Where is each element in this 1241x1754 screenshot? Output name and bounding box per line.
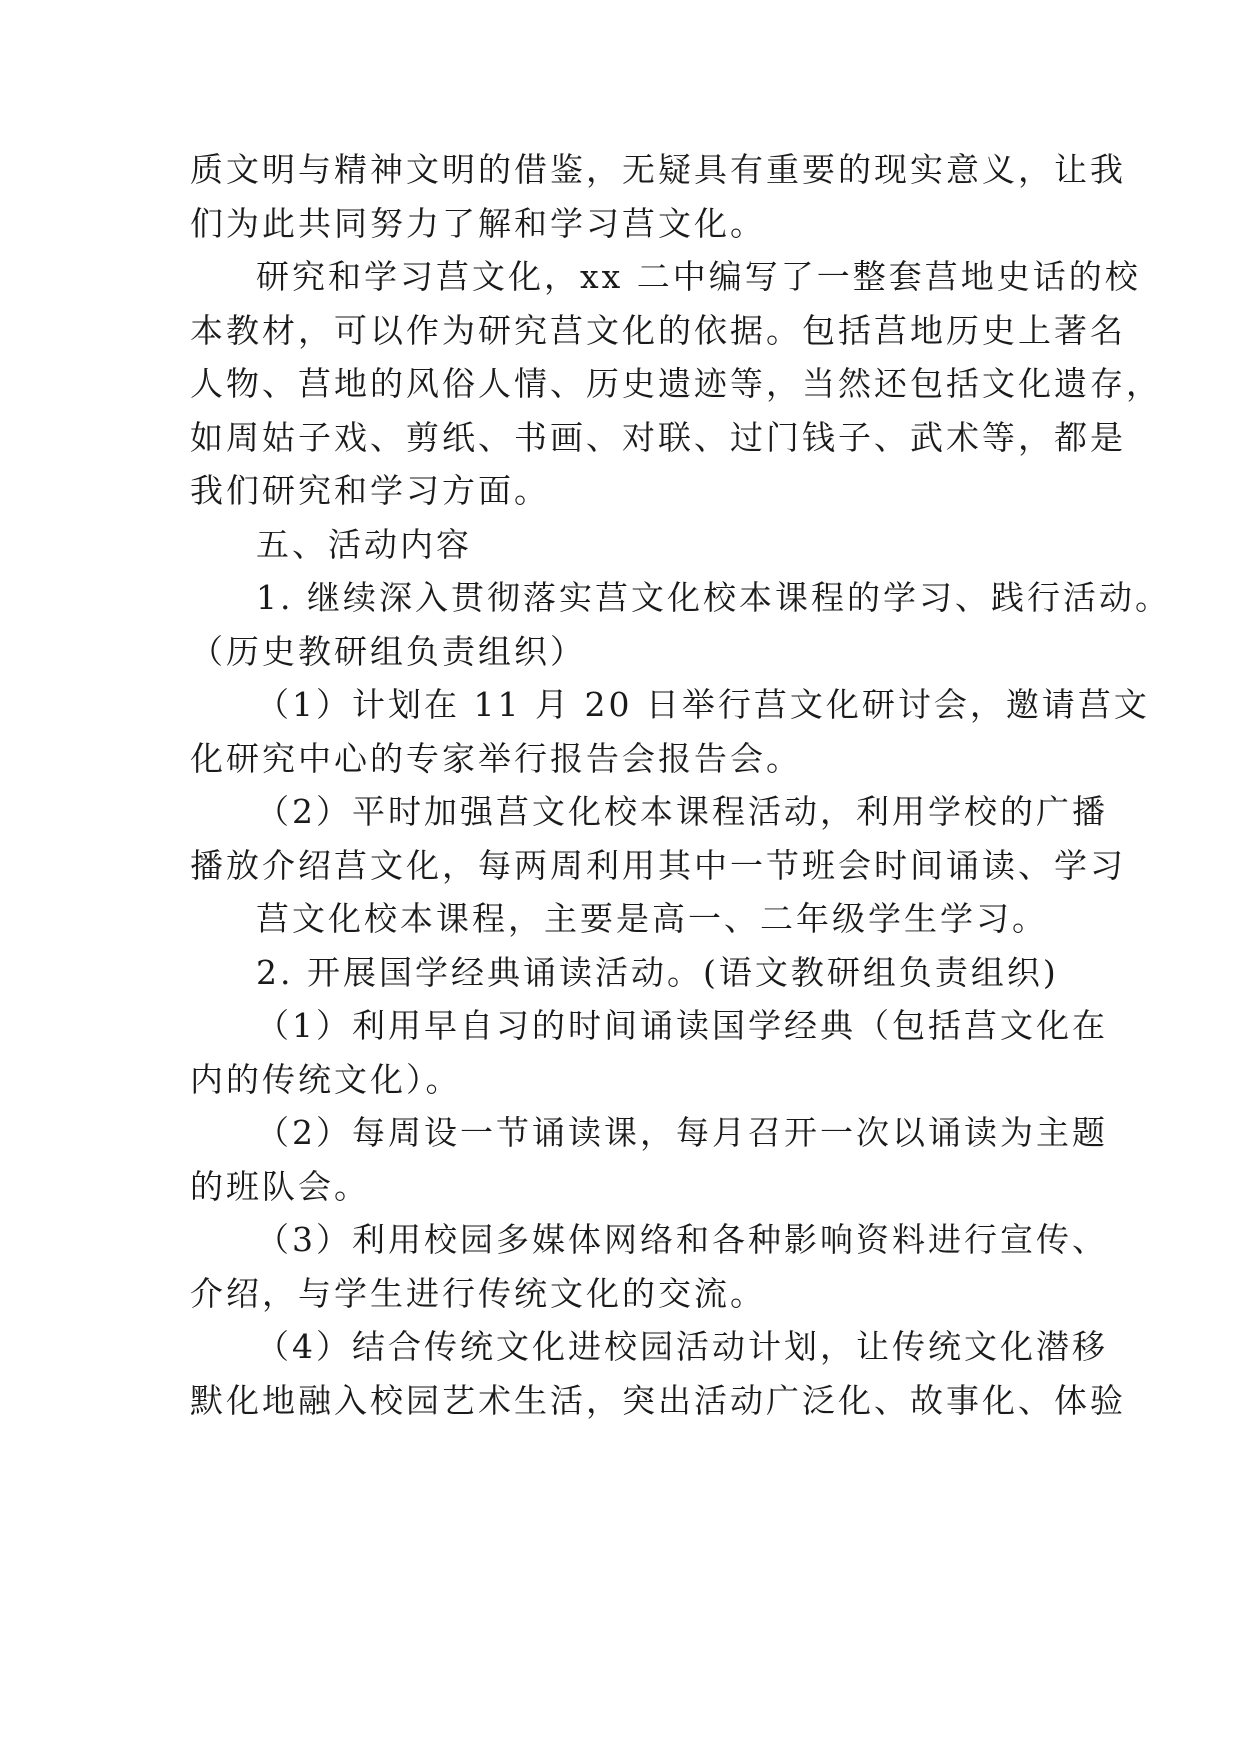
text-line: 我们研究和学习方面。 bbox=[190, 471, 550, 510]
text-line: 人物、莒地的风俗人情、历史遗迹等，当然还包括文化遗存， bbox=[190, 364, 1162, 403]
text-line: 播放介绍莒文化，每两周利用其中一节班会时间诵读、学习 bbox=[190, 846, 1126, 885]
text-line: 的班队会。 bbox=[190, 1167, 370, 1206]
text-line: 介绍，与学生进行传统文化的交流。 bbox=[190, 1274, 766, 1313]
text-line: （历史教研组负责组织） bbox=[190, 632, 586, 671]
text-line: 莒文化校本课程，主要是高一、二年级学生学习。 bbox=[256, 899, 1048, 938]
text-line: 化研究中心的专家举行报告会报告会。 bbox=[190, 739, 802, 778]
section-heading: 五、活动内容 bbox=[256, 525, 472, 564]
text-line: 2. 开展国学经典诵读活动。(语文教研组负责组织) bbox=[256, 953, 1059, 992]
text-line: 如周姑子戏、剪纸、书画、对联、过门钱子、武术等，都是 bbox=[190, 418, 1126, 457]
text-line: 们为此共同努力了解和学习莒文化。 bbox=[190, 204, 766, 243]
text-line: 1. 继续深入贯彻落实莒文化校本课程的学习、践行活动。 bbox=[256, 578, 1171, 617]
text-line: 研究和学习莒文化，xx 二中编写了一整套莒地史话的校 bbox=[256, 257, 1141, 296]
text-line: 本教材，可以作为研究莒文化的依据。包括莒地历史上著名 bbox=[190, 311, 1126, 350]
text-line: （3）利用校园多媒体网络和各种影响资料进行宣传、 bbox=[256, 1220, 1108, 1259]
text-line: （1）利用早自习的时间诵读国学经典（包括莒文化在 bbox=[256, 1006, 1108, 1045]
text-line: 内的传统文化）。 bbox=[190, 1060, 462, 1099]
text-line: （4）结合传统文化进校园活动计划，让传统文化潜移 bbox=[256, 1327, 1108, 1366]
text-line: 质文明与精神文明的借鉴，无疑具有重要的现实意义，让我 bbox=[190, 150, 1126, 189]
text-line: （2）平时加强莒文化校本课程活动，利用学校的广播 bbox=[256, 792, 1108, 831]
text-line: 默化地融入校园艺术生活，突出活动广泛化、故事化、体验 bbox=[190, 1381, 1126, 1420]
text-line: （1）计划在 11 月 20 日举行莒文化研讨会，邀请莒文 bbox=[256, 685, 1150, 724]
text-line: （2）每周设一节诵读课，每月召开一次以诵读为主题 bbox=[256, 1113, 1108, 1152]
